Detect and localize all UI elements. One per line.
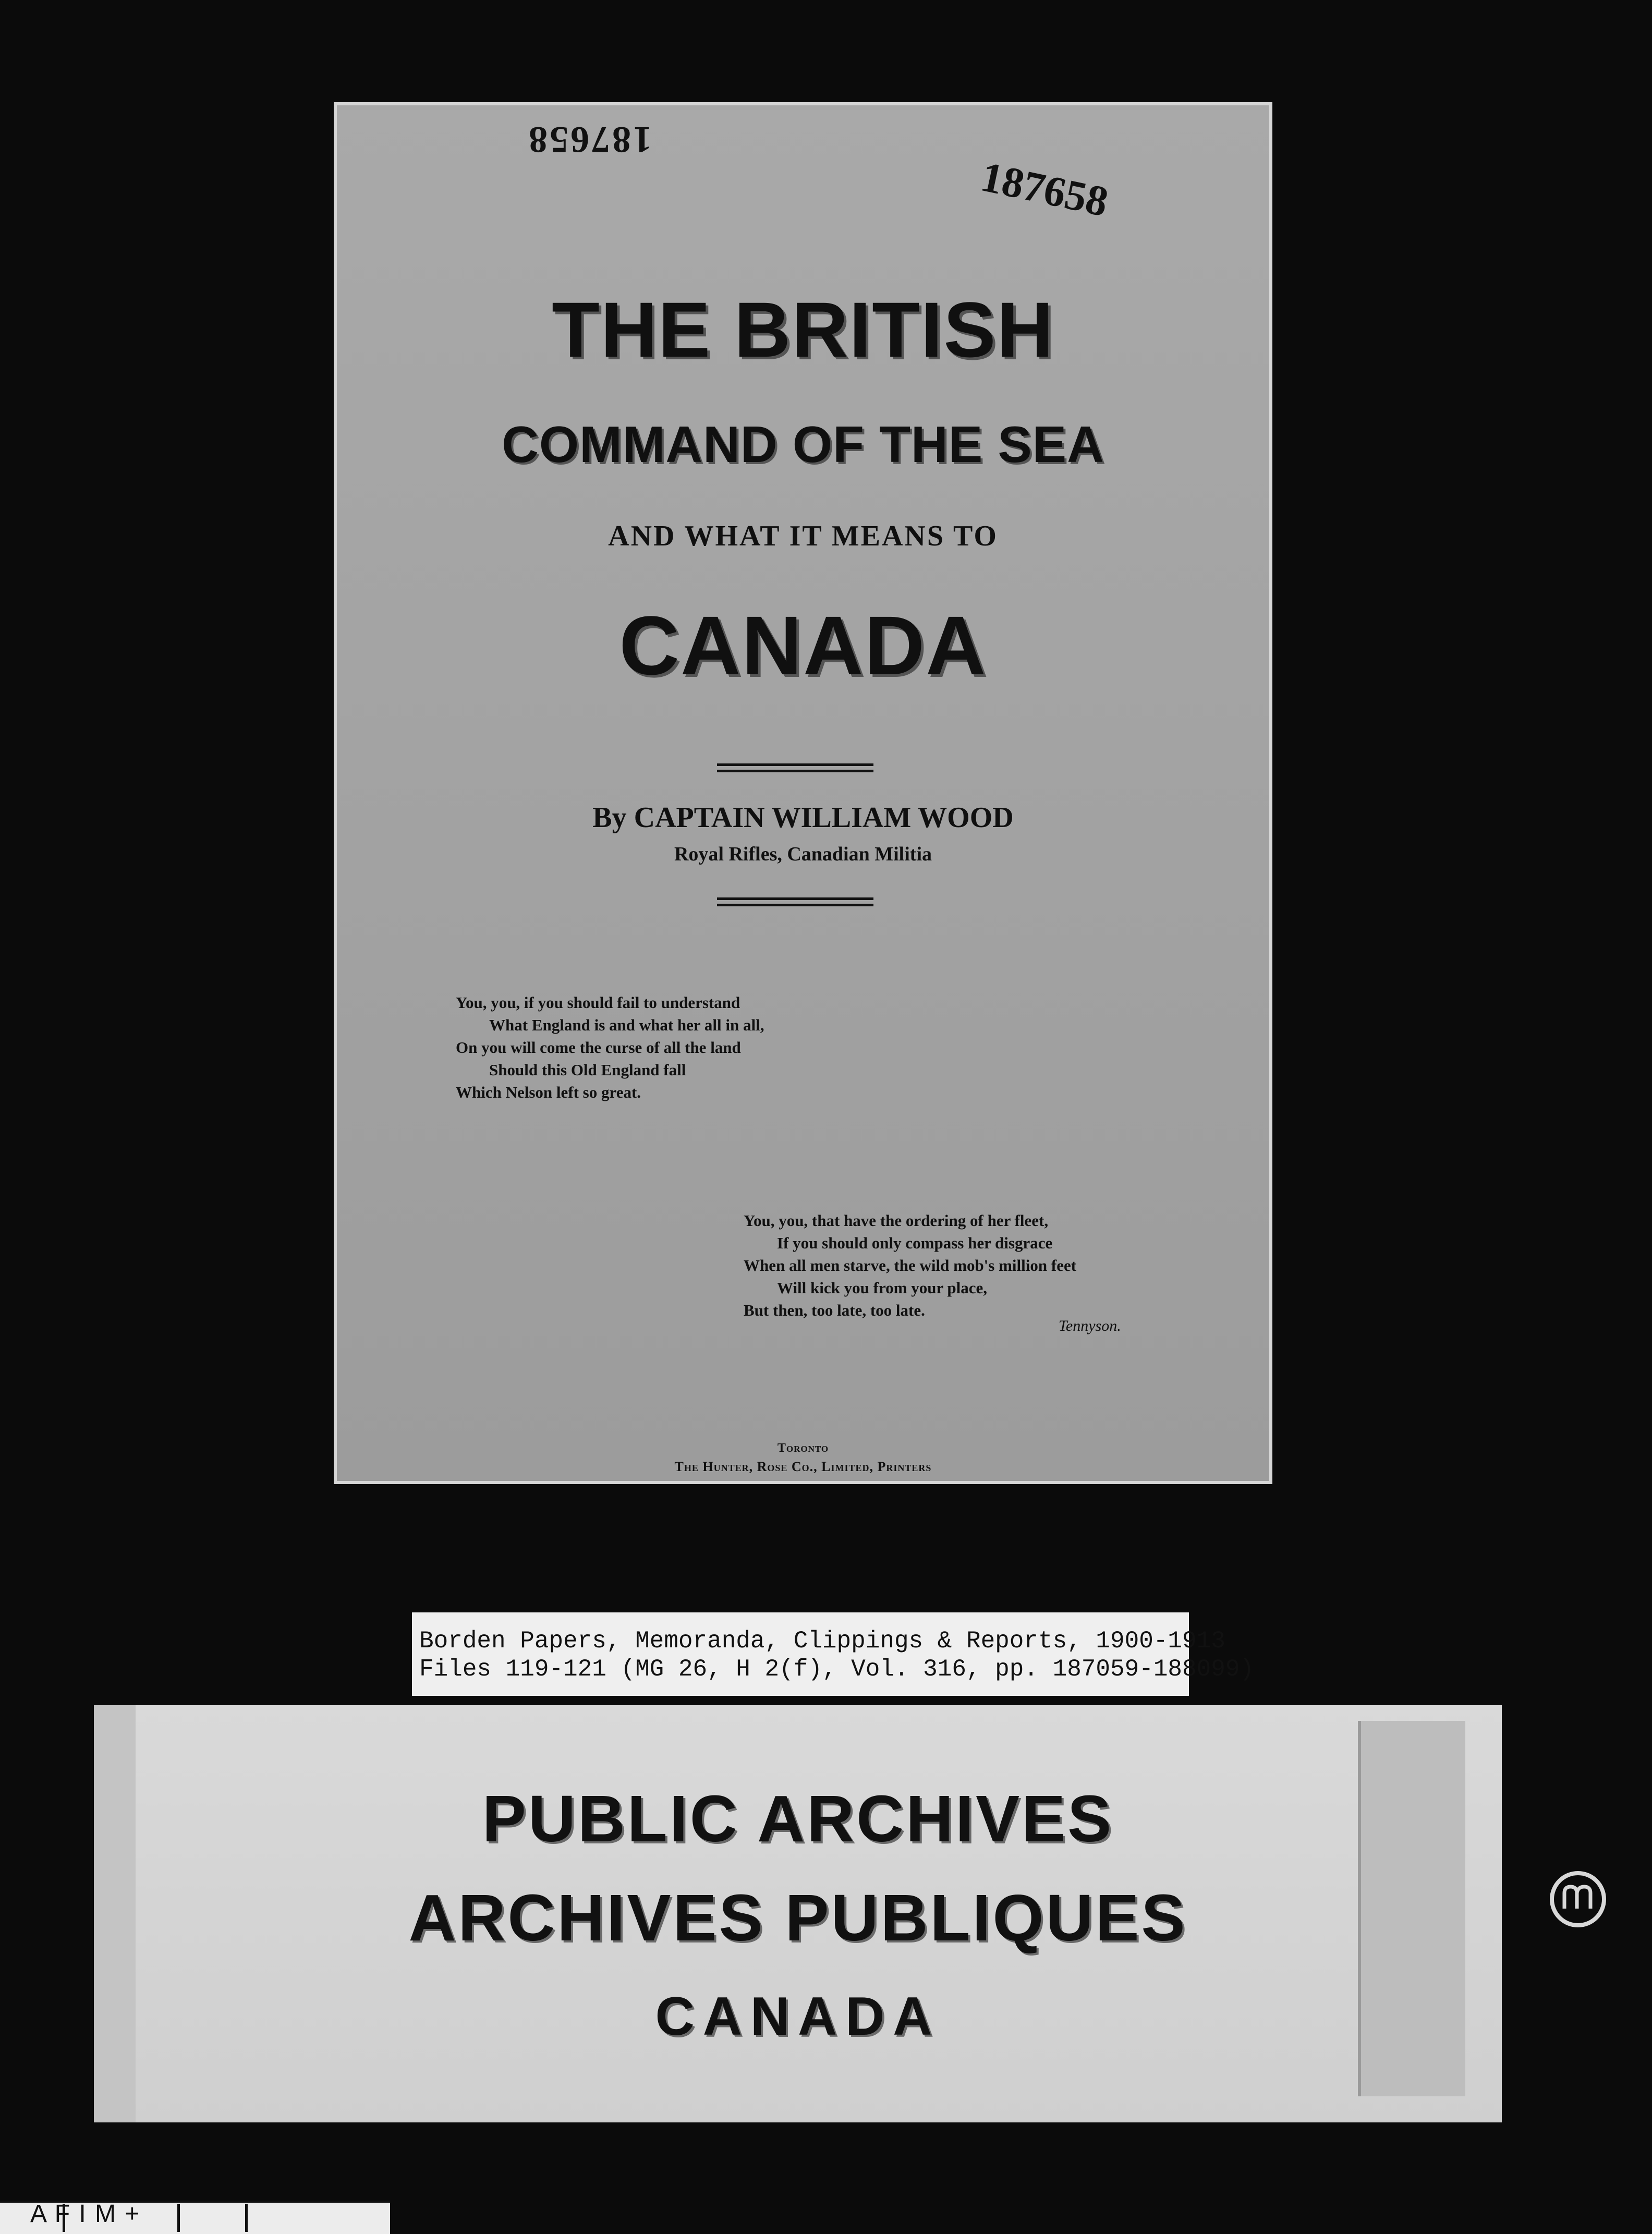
author-affiliation: Royal Rifles, Canadian Militia (674, 843, 932, 865)
poem-line: On you will come the curse of all the land (456, 1038, 741, 1057)
poem-line: If you should only compass her disgrace (777, 1234, 1053, 1252)
double-rule-top (717, 763, 873, 774)
title-line-4: CANADA (619, 599, 987, 692)
poem-line: What England is and what her all in all, (489, 1016, 764, 1034)
printer-name: The Hunter, Rose Co., Limited, Printers (674, 1459, 932, 1474)
poem-stanza-1 (456, 991, 764, 1103)
poem-line: Should this Old England fall (489, 1061, 686, 1079)
stamp-number-inverted: 187658 (527, 119, 652, 161)
poem-line: When all men starve, the wild mob's million feet (744, 1256, 1077, 1274)
double-rule-bottom (717, 897, 873, 908)
poem-line: You, you, that have the ordering of her fleet, (744, 1211, 1049, 1230)
poem-line: Which Nelson left so great. (456, 1083, 641, 1101)
strip-tick (177, 2204, 180, 2232)
reference-line-1: Borden Papers, Memoranda, Clippings & Reports, 1900-1913 (419, 1628, 1225, 1655)
poem-line: You, you, if you should fail to understand (456, 993, 740, 1012)
film-strip-text: A F I M + (30, 2200, 141, 2228)
poem-line: But then, too late, too late. (744, 1301, 925, 1319)
title-line-1: THE BRITISH (552, 286, 1054, 373)
booklet-cover (334, 102, 1272, 1484)
poem-attribution: Tennyson. (1059, 1317, 1121, 1334)
printer-city: Toronto (777, 1441, 829, 1455)
archives-line-2: ARCHIVES PUBLIQUES (408, 1881, 1187, 1954)
strip-tick (245, 2204, 248, 2232)
author-line: By CAPTAIN WILLIAM WOOD (592, 802, 1014, 834)
title-line-3: AND WHAT IT MEANS TO (608, 520, 998, 552)
microfilm-logo-icon (1550, 1871, 1606, 1927)
reference-label (412, 1612, 1255, 1696)
archives-line-3: CANADA (655, 1986, 941, 2047)
archives-line-1: PUBLIC ARCHIVES (482, 1782, 1114, 1855)
poem-stanza-2 (744, 1209, 1076, 1321)
reference-line-2: Files 119-121 (MG 26, H 2(f), Vol. 316, pp. 187059-188099) (419, 1656, 1255, 1683)
archives-card (94, 1705, 1502, 2122)
stamp-number: 187658 (977, 152, 1112, 226)
title-line-2: COMMAND OF THE SEA (502, 416, 1104, 473)
poem-line: Will kick you from your place, (777, 1279, 988, 1297)
